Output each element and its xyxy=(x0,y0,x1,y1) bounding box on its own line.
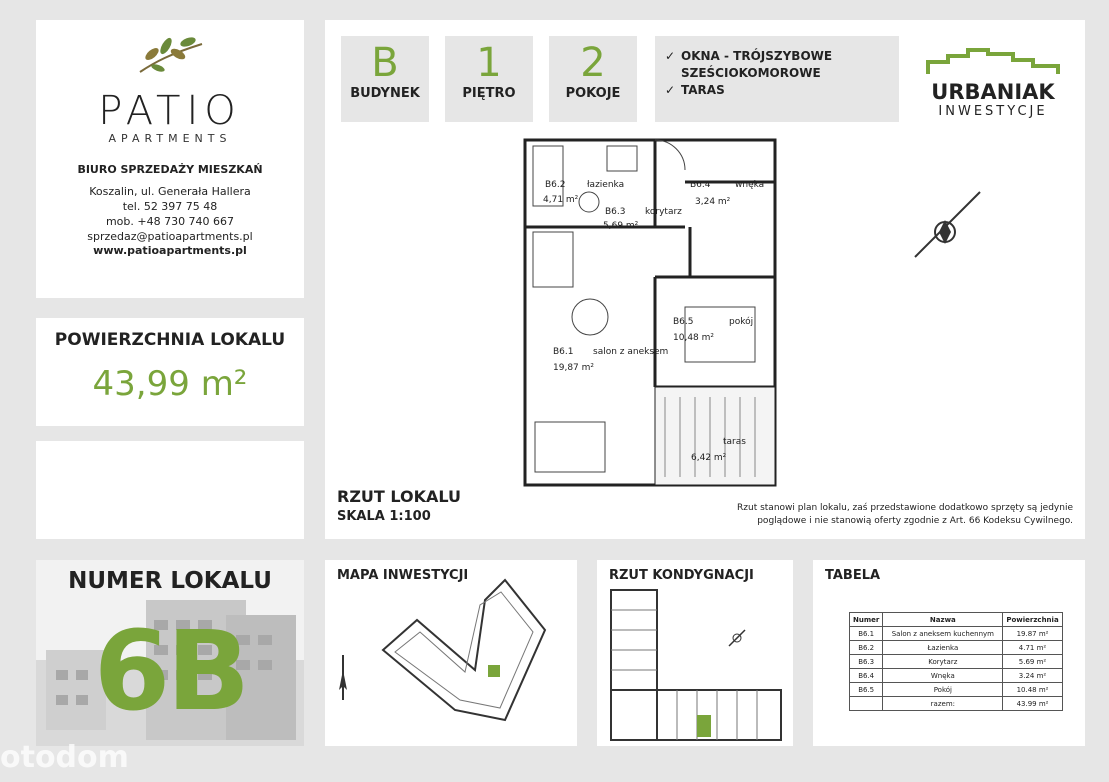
disclaimer-line-2: poglądowe i nie stanowią oferty zgodnie z Art. 66 Kodeksu Cywilnego. xyxy=(757,516,1073,526)
header-name: Nazwa xyxy=(883,613,1003,627)
floor-overview xyxy=(597,560,793,746)
feature-terrace: TARAS xyxy=(681,83,725,97)
table-row xyxy=(850,641,1063,655)
table-header-row xyxy=(850,613,1063,627)
compass-icon xyxy=(915,192,980,257)
logo-panel xyxy=(36,20,304,298)
skyline-icon xyxy=(923,48,1063,76)
table-row xyxy=(850,655,1063,669)
room-living-name: salon z aneksem xyxy=(593,347,669,357)
watermark: otodom xyxy=(0,740,129,775)
feature-windows: OKNA - TRÓJSZYBOWE xyxy=(681,49,833,63)
unit-label: NUMER LOKALU xyxy=(68,568,272,594)
area-label: POWIERZCHNIA LOKALU xyxy=(54,330,286,350)
brand-subtitle: APARTMENTS xyxy=(108,132,232,145)
map-panel xyxy=(325,560,577,746)
floor-title: RZUT KONDYGNACJI xyxy=(609,568,754,583)
cell-name: Korytarz xyxy=(883,655,1003,669)
office-email[interactable]: sprzedaz@patioapartments.pl xyxy=(87,230,253,243)
table-row xyxy=(850,669,1063,683)
brand-name: PATIO xyxy=(98,88,242,134)
room-bedroom-area: 10,48 m² xyxy=(673,333,715,343)
floor-plan xyxy=(515,132,1075,507)
feature-windows-cont: SZEŚCIOKOMOROWE xyxy=(681,66,821,80)
cell-number: B6.3 xyxy=(850,655,883,669)
plan-panel xyxy=(325,20,1085,539)
disclaimer xyxy=(713,502,1073,528)
table-row xyxy=(850,627,1063,641)
room-hall-code: B6.3 xyxy=(605,207,626,217)
room-bathroom-area: 4,71 m² xyxy=(543,195,579,205)
header-number: Numer xyxy=(850,613,883,627)
stat-rooms-value: 2 xyxy=(580,40,606,86)
unit-number: 6B xyxy=(93,607,247,735)
unit-panel xyxy=(36,560,304,746)
stat-rooms xyxy=(549,36,637,122)
check-icon: ✓ xyxy=(665,83,676,97)
cell-name: Pokój xyxy=(883,683,1003,697)
stat-floor xyxy=(445,36,533,122)
table-row xyxy=(850,683,1063,697)
cell-number xyxy=(850,697,883,711)
room-alcove-area: 3,24 m² xyxy=(695,197,731,207)
disclaimer-line-1: Rzut stanowi plan lokalu, zaś przedstawione dodatkowo sprzęty są jedynie xyxy=(737,503,1073,513)
cell-number: B6.5 xyxy=(850,683,883,697)
north-arrow-icon xyxy=(339,655,347,700)
floor-panel xyxy=(597,560,793,746)
compass-small-icon xyxy=(729,630,745,646)
cell-area: 10.48 m² xyxy=(1003,683,1062,697)
check-icon: ✓ xyxy=(665,49,676,63)
cell-number: B6.4 xyxy=(850,669,883,683)
plan-title: RZUT LOKALU xyxy=(337,487,462,506)
map-title: MAPA INWESTYCJI xyxy=(337,568,469,583)
table-panel xyxy=(813,560,1085,746)
room-bathroom-code: B6.2 xyxy=(545,180,566,190)
stat-building-label: BUDYNEK xyxy=(350,86,420,101)
header-area: Powierzchnia xyxy=(1003,613,1062,627)
developer-logo xyxy=(923,48,1063,119)
office-mobile: mob. +48 730 740 667 xyxy=(105,215,235,228)
stat-building xyxy=(341,36,429,122)
room-living-code: B6.1 xyxy=(553,347,574,357)
room-living-area: 19,87 m² xyxy=(553,363,595,373)
stat-rooms-label: POKOJE xyxy=(565,86,621,101)
cell-name: razem: xyxy=(883,697,1003,711)
cell-area: 4.71 m² xyxy=(1003,641,1062,655)
cell-name: Łazienka xyxy=(883,641,1003,655)
developer-name: URBANIAK xyxy=(931,80,1055,104)
cell-name: Wnęka xyxy=(883,669,1003,683)
room-terrace-name: taras xyxy=(723,437,746,447)
area-table xyxy=(849,612,1063,711)
stat-floor-label: PIĘTRO xyxy=(462,86,516,101)
office-website[interactable]: www.patioapartments.pl xyxy=(93,244,247,257)
cell-number: B6.1 xyxy=(850,627,883,641)
room-bedroom-name: pokój xyxy=(729,317,754,327)
room-hall-name: korytarz xyxy=(645,207,682,217)
room-bedroom-code: B6.5 xyxy=(673,317,694,327)
blank-panel xyxy=(36,441,304,539)
site-map xyxy=(325,560,577,746)
developer-subtitle: INWESTYCJE xyxy=(938,104,1048,119)
table-title: TABELA xyxy=(825,568,881,583)
office-address: Koszalin, ul. Generała Hallera xyxy=(89,185,251,198)
cell-area: 3.24 m² xyxy=(1003,669,1062,683)
plan-scale: SKALA 1:100 xyxy=(337,509,431,524)
cell-area: 43.99 m² xyxy=(1003,697,1062,711)
stat-building-value: B xyxy=(371,40,399,86)
area-panel xyxy=(36,318,304,426)
leaf-logo-icon xyxy=(130,32,210,78)
office-title: BIURO SPRZEDAŻY MIESZKAŃ xyxy=(77,163,263,176)
room-alcove-name: wnęka xyxy=(735,180,765,190)
office-phone: tel. 52 397 75 48 xyxy=(122,200,218,213)
cell-area: 5.69 m² xyxy=(1003,655,1062,669)
stat-floor-value: 1 xyxy=(476,40,502,86)
cell-name: Salon z aneksem kuchennym xyxy=(883,627,1003,641)
features-box xyxy=(655,36,899,122)
room-terrace-area: 6,42 m² xyxy=(691,453,727,463)
room-bathroom-name: łazienka xyxy=(587,180,625,190)
table-total-row xyxy=(850,697,1063,711)
area-value: 43,99 m² xyxy=(92,364,248,404)
cell-number: B6.2 xyxy=(850,641,883,655)
cell-area: 19.87 m² xyxy=(1003,627,1062,641)
room-hall-area: 5,69 m² xyxy=(603,221,639,231)
room-alcove-code: B6.4 xyxy=(690,180,711,190)
